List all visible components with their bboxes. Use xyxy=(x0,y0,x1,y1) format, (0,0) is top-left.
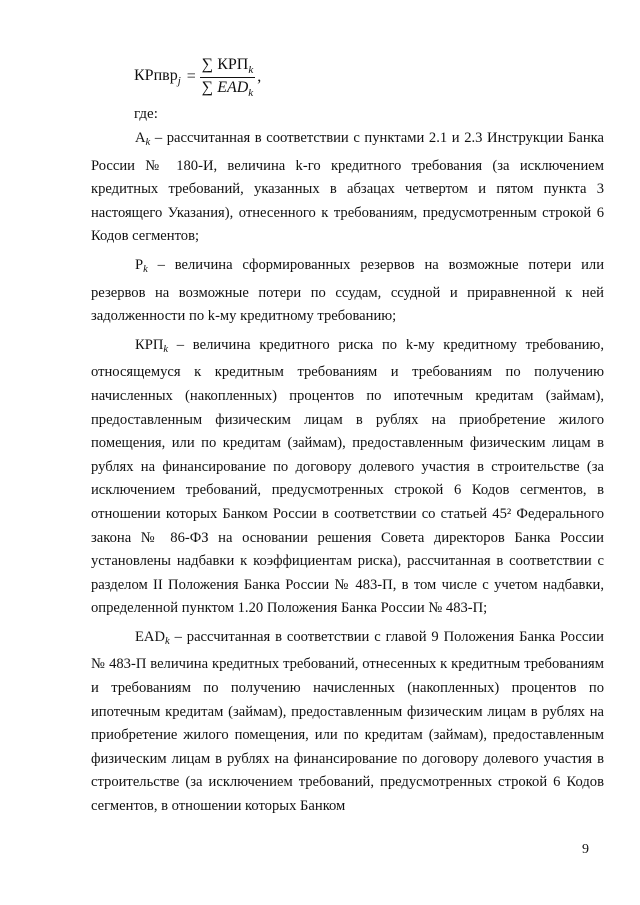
definition-symbol: А xyxy=(135,130,146,146)
formula-denominator-subscript: k xyxy=(248,86,254,99)
formula-numerator-subscript: k xyxy=(248,63,254,76)
definition-paragraph xyxy=(91,334,604,621)
formula-denominator xyxy=(200,78,255,99)
formula-lhs-subscript: j xyxy=(177,75,181,87)
formula-equals: = xyxy=(186,68,196,85)
definition-paragraph xyxy=(91,254,604,329)
formula-denominator-var: EAD xyxy=(217,78,249,96)
formula-lhs xyxy=(134,67,181,87)
definition-text: – рассчитанная в соответствии с главой 9 Положения Банка России № 483-П величина кредитных требований, отнесенных к кредитным требованиям и требованиям по получению начисленных (накопленных) процентов по ипотечным кредитам (займам), предоставленным физическим лицам в рублях на приобретение жилого помещения, или по кредитам (займам), предоставленным физическим лицам в рублях на финансирование по договору долевого участия в строительстве (за исключением требований, предусмотренных строкой 6 Кодов сегментов, в отношении которых Банком xyxy=(91,628,604,815)
definition-symbol: EAD xyxy=(135,628,165,645)
definition-paragraph xyxy=(91,127,604,249)
definition-symbol: Р xyxy=(135,256,144,273)
formula-denominator-sum: ∑ xyxy=(201,78,218,96)
definition-text: – величина кредитного риска по k-му кредитному требованию, относящемуся к кредитным требованиям и требованиям по получению начисленных (накопленных) процентов по ипотечным кредитам (займам), предоставленным физическим лицам в рублях на приобретение жилого помещения, или по кредитам (займам), предоставленным физическим лицам в рублях на финансирование по договору долевого участия в строительстве (за исключением требований, предусмотренных строкой 6 Кодов сегментов, в отношении которых Банком России в соответствии со статьей 45² Федерального закона № 86-ФЗ на основании решения Совета директоров Банка России установлены надбавки к коэффициентам риска), рассчитанная в соответствии с разделом II Положения Банка России № 483-П, в том числе с учетом надбавки, определенной пунктом 1.20 Положения Банка России № 483-П; xyxy=(91,336,604,617)
definition-symbol-subscript: k xyxy=(163,343,169,355)
formula-trailing-comma: , xyxy=(257,68,262,85)
where-label: где: xyxy=(134,106,158,122)
definition-text: – величина сформированных резервов на возможные потери или резервов на возможные потери по ссудам, ссудной и приравненной к ней задолженности по k-му кредитному требованию; xyxy=(91,256,604,325)
formula-numerator xyxy=(200,56,255,78)
definition-text: – рассчитанная в соответствии с пунктами 2.1 и 2.3 Инструкции Банка России № 180-И, величина k-го кредитного требования (за исключением кредитных требований, указанных в абзацах четвертом и пятом пункта 3 настоящего Указания), отнесенного к требованиям, предусмотренным строкой 6 Кодов сегментов; xyxy=(91,130,604,245)
definition-paragraph xyxy=(91,626,604,819)
formula xyxy=(134,52,261,102)
formula-lhs-symbol: КРпвр xyxy=(134,67,178,84)
formula-numerator-text: ∑ КРП xyxy=(201,55,249,73)
definitions-body xyxy=(91,127,604,819)
definition-symbol-subscript: k xyxy=(165,635,170,647)
formula-fraction xyxy=(200,56,255,99)
definition-symbol: КРП xyxy=(135,336,164,353)
page-number: 9 xyxy=(582,842,589,857)
definition-symbol-subscript: k xyxy=(143,263,148,275)
definition-symbol-subscript: k xyxy=(145,137,151,148)
